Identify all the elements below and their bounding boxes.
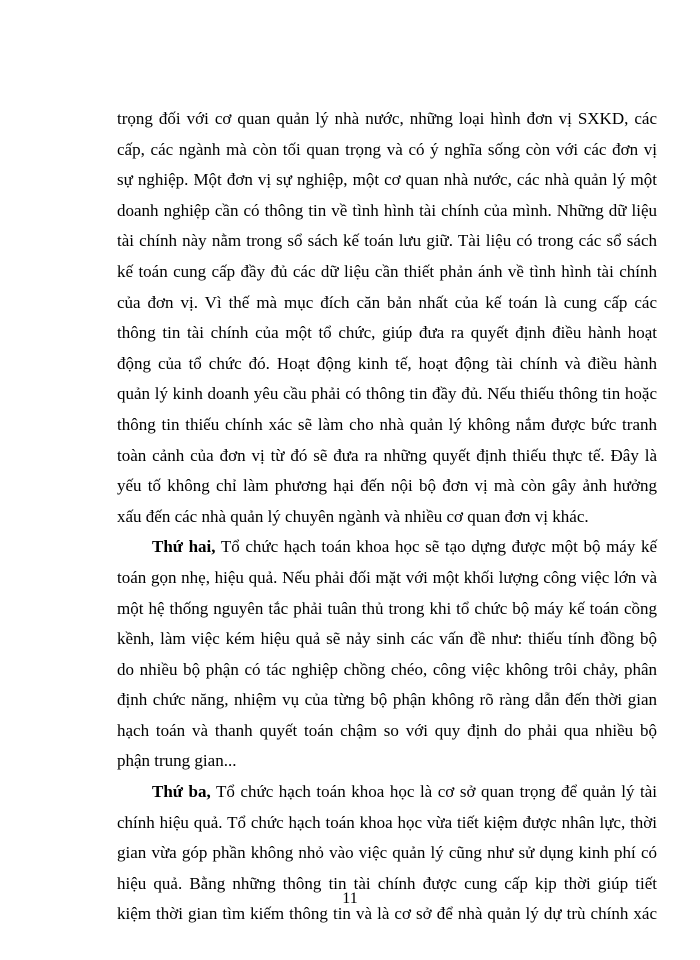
text-line: thông tin tài chính của một tổ chức, giúp đưa ra quyết định điều hành hoạt — [117, 323, 657, 343]
text-line: sự nghiệp. Một đơn vị sự nghiệp, một cơ quan nhà nước, các nhà quản lý một — [117, 170, 657, 190]
text-line: phận trung gian... — [117, 751, 237, 771]
text-line: toàn cảnh của đơn vị từ đó sẽ đưa ra những quyết định thiếu thực tế. Đây là — [117, 445, 657, 465]
text-line: kềnh, làm việc kém hiệu quả sẽ nảy sinh các vấn đề như: thiếu tính đồng bộ — [117, 629, 657, 649]
text-line: toán gọn nhẹ, hiệu quả. Nếu phải đối mặt với một khối lượng công việc lớn và — [117, 567, 657, 587]
paragraph-second-first-line — [117, 532, 657, 563]
lead-second: Thứ hai, — [152, 537, 216, 557]
text-line: quản lý kinh doanh yêu cầu phải có thông tin đầy đủ. Nếu thiếu thông tin hoặc — [117, 384, 657, 404]
text-line: tài chính này nằm trong sổ sách kế toán lưu giữ. Tài liệu có trong các sổ sách — [117, 231, 657, 251]
text-line: hiệu quả. Bằng những thông tin tài chính được cung cấp kịp thời giúp tiết — [117, 873, 657, 893]
text-line: định chức năng, nhiệm vụ của từng bộ phận không rõ ràng dẫn đến thời gian — [117, 690, 657, 710]
text-line: một hệ thống nguyên tắc phải tuân thủ trong khi tổ chức bộ máy kế toán cồng — [117, 598, 657, 618]
text-line: hạch toán và thanh quyết toán chậm so với quy định do phải qua nhiều bộ — [117, 720, 657, 740]
text-line: do nhiều bộ phận có tác nghiệp chồng chéo, công việc không trôi chảy, phân — [117, 659, 657, 679]
text-line: của đơn vị. Vì thế mà mục đích căn bản nhất của kế toán là cung cấp các — [117, 292, 657, 312]
text-line: kế toán cung cấp đầy đủ các dữ liệu cần thiết phản ánh về tình hình tài chính — [117, 261, 657, 281]
text-line: trọng đối với cơ quan quản lý nhà nước, những loại hình đơn vị SXKD, các — [117, 109, 657, 128]
page-number: 11 — [342, 890, 358, 907]
body-text — [117, 104, 657, 930]
text-line: thông tin thiếu chính xác sẽ làm cho nhà quản lý không nắm được bức tranh — [117, 414, 657, 434]
text-line: chính hiệu quả. Tổ chức hạch toán khoa học vừa tiết kiệm được nhân lực, thời — [117, 812, 657, 832]
lead-third: Thứ ba, — [152, 782, 211, 802]
text-line: xấu đến các nhà quản lý chuyên ngành và nhiều cơ quan đơn vị khác. — [117, 506, 589, 526]
text-line: kiệm thời gian tìm kiếm thông tin và là cơ sở để nhà quản lý dự trù chính xác — [117, 904, 657, 924]
text-line: doanh nghiệp cần có thông tin về tình hình tài chính của mình. Những dữ liệu — [117, 200, 657, 220]
text-line: Tổ chức hạch toán khoa học sẽ tạo dựng được một bộ máy kế — [220, 537, 657, 557]
text-line: cấp, các ngành mà còn tối quan trọng và có ý nghĩa sống còn với các đơn vị — [117, 139, 657, 159]
paragraph-third-first-line — [117, 777, 657, 808]
text-line: yếu tố không chỉ làm phương hại đến nội bộ đơn vị mà còn gây ảnh hưởng — [117, 476, 657, 496]
text-line: gian vừa góp phần không nhỏ vào việc quản lý cũng như sử dụng kinh phí có — [117, 843, 657, 863]
text-line: Tổ chức hạch toán khoa học là cơ sở quan trọng để quản lý tài — [216, 782, 657, 802]
text-line: động của tổ chức đó. Hoạt động kinh tế, hoạt động tài chính và điều hành — [117, 353, 657, 373]
